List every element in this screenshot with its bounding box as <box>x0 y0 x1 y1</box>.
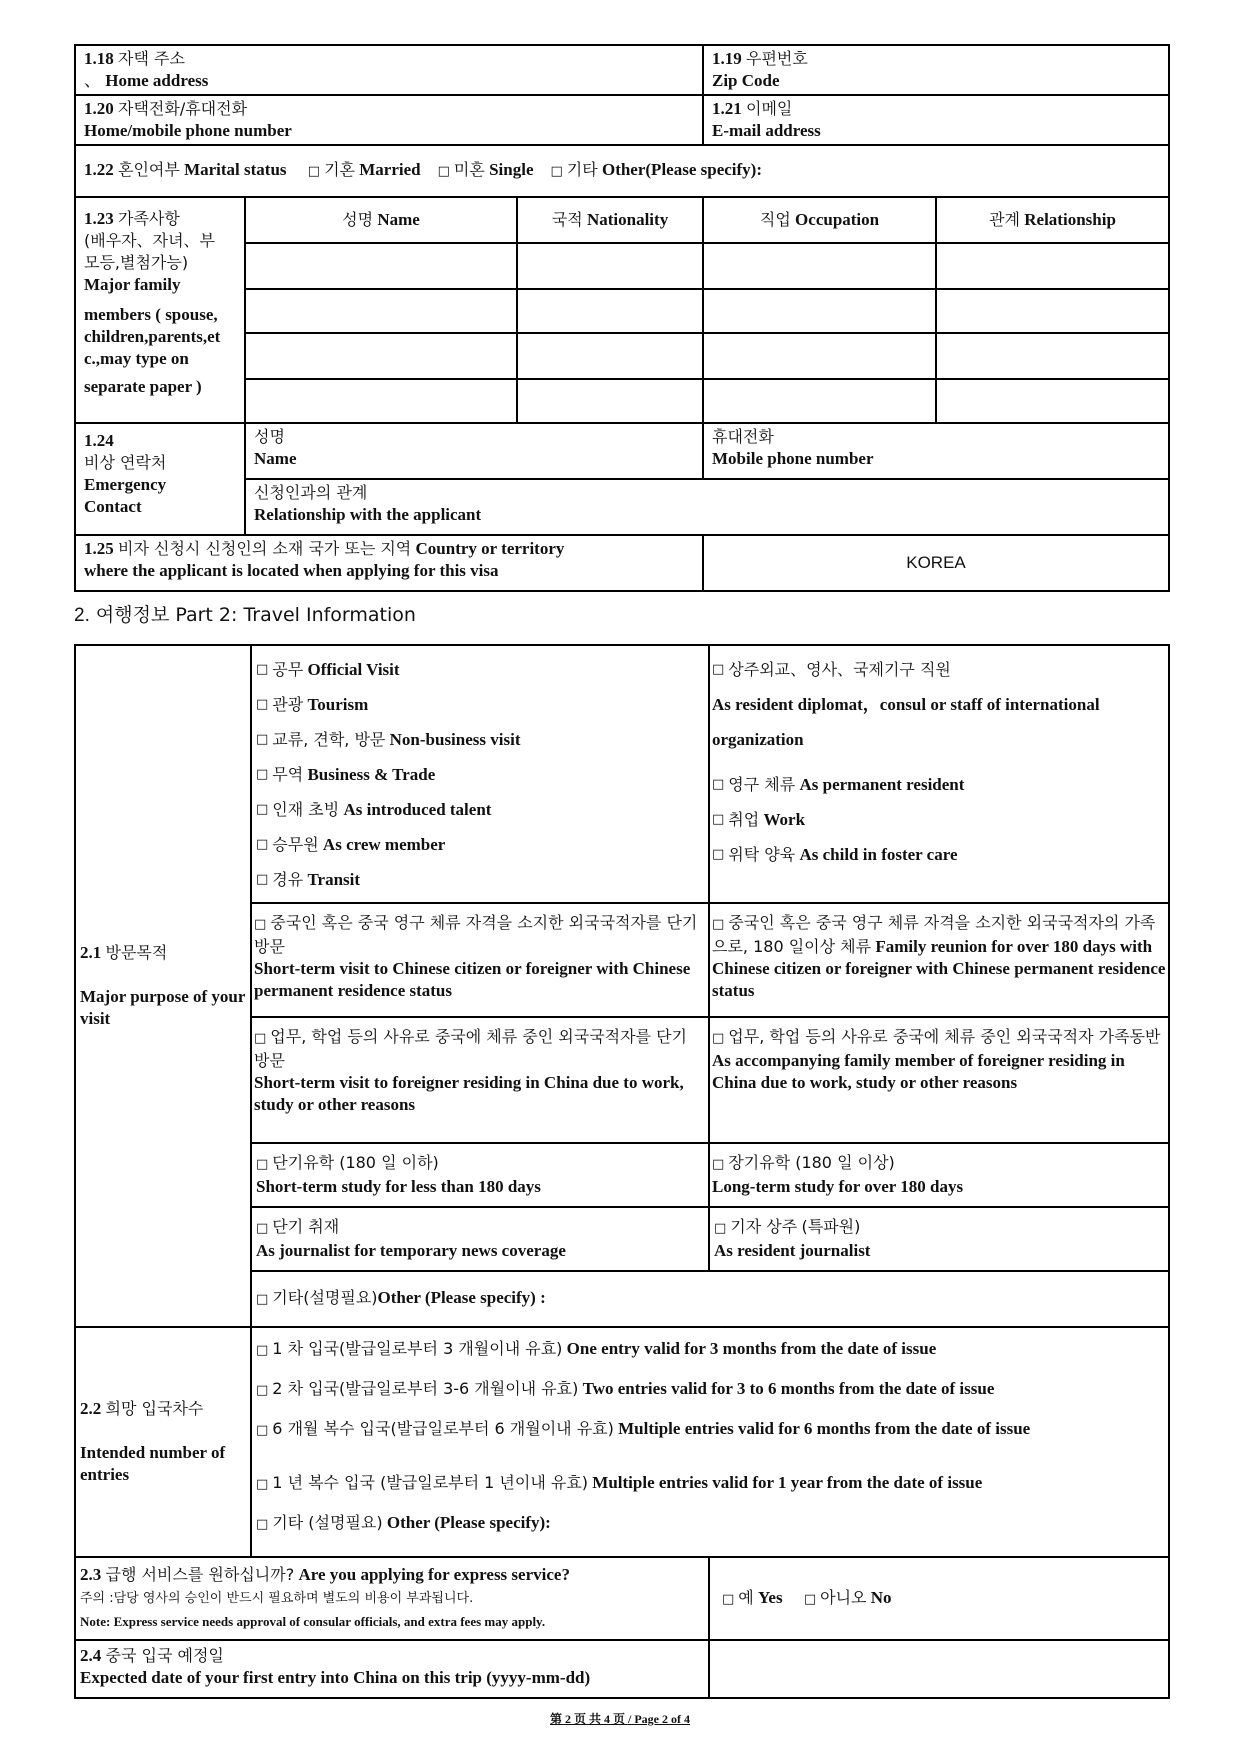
family-nationality-cell[interactable] <box>517 243 703 289</box>
purpose-options-left <box>251 645 709 903</box>
family-reunion-checkbox[interactable]: □ 중국인 혹은 중국 영구 체류 자격을 소지한 외국국적자의 가족으로, 180 일이상 체류 Family reunion for over 180 days with Chinese citizen or foreigner with Chinese permanent residence status <box>709 903 1169 1017</box>
resident-journalist-checkbox[interactable]: □ 기자 상주 (특파원) As resident journalist <box>709 1207 1169 1271</box>
family-occupation-cell[interactable] <box>703 289 936 333</box>
introduced-talent-checkbox[interactable]: □ 인재 초빙 As introduced talent <box>256 799 492 819</box>
express-service-label: 2.3 급행 서비스를 원하십니까? Are you applying for express service? 주의 :담당 영사의 승인이 반드시 필요하며 별도의 비용이 부과됩니다. Note: Express service needs approval of consular officials, and extra fees may apply. <box>75 1557 709 1640</box>
applicant-location-value[interactable]: KOREA <box>703 535 1169 591</box>
entry-date-label: 2.4 중국 입국 예정일 Expected date of your first entry into China on this trip (yyyy-mm-dd) <box>75 1640 709 1698</box>
married-checkbox[interactable]: □ 기혼 Married <box>307 160 421 179</box>
express-no-checkbox[interactable]: □ 아니오 No <box>803 1587 892 1607</box>
field-home-phone[interactable]: 1.20 자택전화/휴대전화 Home/mobile phone number <box>75 95 703 145</box>
official-visit-checkbox[interactable]: □ 공무 Official Visit <box>256 659 400 679</box>
non-business-visit-checkbox[interactable]: □ 교류, 견학, 방문 Non-business visit <box>256 729 521 749</box>
resident-diplomat-checkbox[interactable]: □ 상주외교、영사、국제기구 직원 As resident diplomat，consul or staff of international organization <box>712 659 1100 749</box>
field-zip-code[interactable]: 1.19 우편번호 Zip Code <box>703 45 1169 95</box>
field-email[interactable]: 1.21 이메일 E-mail address <box>703 95 1169 145</box>
purpose-options-right <box>709 645 1169 903</box>
business-trade-checkbox[interactable]: □ 무역 Business & Trade <box>256 764 436 784</box>
foster-care-checkbox[interactable]: □ 위탁 양육 As child in foster care <box>712 844 958 864</box>
col-nationality-header: 국적 Nationality <box>517 197 703 243</box>
other-entries-checkbox[interactable]: □ 기타 (설명필요) Other (Please specify): <box>256 1513 551 1532</box>
other-marital-checkbox[interactable]: □ 기타 Other(Please specify): <box>550 160 762 179</box>
family-name-cell[interactable] <box>245 243 517 289</box>
other-purpose-checkbox[interactable]: □ 기타(설명필요)Other (Please specify) : <box>251 1271 1169 1327</box>
short-term-study-checkbox[interactable]: □ 단기유학 (180 일 이하) Short-term study for less than 180 days <box>251 1143 709 1207</box>
family-name-cell[interactable] <box>245 289 517 333</box>
page-footer: 第 2 页 共 4 页 / Page 2 of 4 <box>550 1712 690 1726</box>
entry-date-field[interactable] <box>709 1640 1169 1698</box>
family-nationality-cell[interactable] <box>517 379 703 423</box>
family-name-cell[interactable] <box>245 333 517 379</box>
work-checkbox[interactable]: □ 취업 Work <box>712 809 806 829</box>
express-service-options <box>709 1557 1169 1640</box>
family-name-cell[interactable] <box>245 379 517 423</box>
applicant-location-label: 1.25 비자 신청시 신청인의 소재 국가 또는 지역 Country or territory where the applicant is located when applying for this visa <box>75 535 703 591</box>
col-relationship-header: 관계 Relationship <box>936 197 1169 243</box>
emergency-name-field[interactable]: 성명 Name <box>245 423 703 479</box>
emergency-relationship-field[interactable]: 신청인과의 관계 Relationship with the applicant <box>245 479 1169 535</box>
visit-purpose-label: 2.1 방문목적 Major purpose of your visit <box>75 645 251 1327</box>
short-visit-foreigner-checkbox[interactable]: □ 업무, 학업 등의 사유로 중국에 체류 중인 외국국적자를 단기 방문 Short-term visit to foreigner residing in China due to work, study or other reasons <box>251 1017 709 1143</box>
family-occupation-cell[interactable] <box>703 379 936 423</box>
field-marital-status: 1.22 혼인여부 Marital status □ 기혼 Married □ 미혼 Single □ 기타 Other(Please specify): <box>75 145 1169 197</box>
transit-checkbox[interactable]: □ 경유 Transit <box>256 869 361 889</box>
accompanying-family-checkbox[interactable]: □ 업무, 학업 등의 사유로 중국에 체류 중인 외국국적자 가족동반 As accompanying family member of foreigner residing in China due to work, study or other reasons <box>709 1017 1169 1143</box>
col-name-header: 성명 Name <box>245 197 517 243</box>
entries-label: 2.2 희망 입국차수 Intended number of entries <box>75 1327 251 1557</box>
single-checkbox[interactable]: □ 미혼 Single <box>437 160 534 179</box>
crew-member-checkbox[interactable]: □ 승무원 As crew member <box>256 834 446 854</box>
tourism-checkbox[interactable]: □ 관광 Tourism <box>256 694 369 714</box>
short-visit-chinese-checkbox[interactable]: □ 중국인 혹은 중국 영구 체류 자격을 소지한 외국국적자를 단기 방문 Short-term visit to Chinese citizen or foreigner with Chinese permanent residence status <box>251 903 709 1017</box>
part1-table <box>74 44 1170 592</box>
family-occupation-cell[interactable] <box>703 333 936 379</box>
six-month-multiple-checkbox[interactable]: □ 6 개월 복수 입국(발급일로부터 6 개월이내 유효) Multiple entries valid for 6 months from the date of issue <box>256 1419 1031 1438</box>
col-occupation-header: 직업 Occupation <box>703 197 936 243</box>
express-yes-checkbox[interactable]: □ 예 Yes <box>722 1587 783 1607</box>
family-members-label: 1.23 가족사항 (배우자、자녀、부 모등,별첨가능) Major family members ( spouse, children,parents,et c.,may type on separate paper ) <box>75 197 245 423</box>
emergency-contact-label: 1.24 비상 연락처 Emergency Contact <box>75 423 245 535</box>
entries-options <box>251 1327 1169 1557</box>
one-entry-checkbox[interactable]: □ 1 차 입국(발급일로부터 3 개월이내 유효) One entry valid for 3 months from the date of issue <box>256 1339 937 1358</box>
family-relationship-cell[interactable] <box>936 333 1169 379</box>
part2-table <box>74 644 1170 1699</box>
family-relationship-cell[interactable] <box>936 243 1169 289</box>
permanent-resident-checkbox[interactable]: □ 영구 체류 As permanent resident <box>712 774 965 794</box>
emergency-phone-field[interactable]: 휴대전화 Mobile phone number <box>703 423 1169 479</box>
family-nationality-cell[interactable] <box>517 333 703 379</box>
family-relationship-cell[interactable] <box>936 289 1169 333</box>
temporary-journalist-checkbox[interactable]: □ 단기 취재 As journalist for temporary news coverage <box>251 1207 709 1271</box>
family-relationship-cell[interactable] <box>936 379 1169 423</box>
part2-heading: 2. 여행정보 Part 2: Travel Information <box>74 604 416 626</box>
field-home-address[interactable]: 1.18 자택 주소 、 Home address <box>75 45 703 95</box>
long-term-study-checkbox[interactable]: □ 장기유학 (180 일 이상) Long-term study for over 180 days <box>709 1143 1169 1207</box>
one-year-multiple-checkbox[interactable]: □ 1 년 복수 입국 (발급일로부터 1 년이내 유효) Multiple entries valid for 1 year from the date of issue <box>256 1473 983 1492</box>
family-nationality-cell[interactable] <box>517 289 703 333</box>
two-entries-checkbox[interactable]: □ 2 차 입국(발급일로부터 3-6 개월이내 유효) Two entries valid for 3 to 6 months from the date of issue <box>256 1379 995 1398</box>
family-occupation-cell[interactable] <box>703 243 936 289</box>
